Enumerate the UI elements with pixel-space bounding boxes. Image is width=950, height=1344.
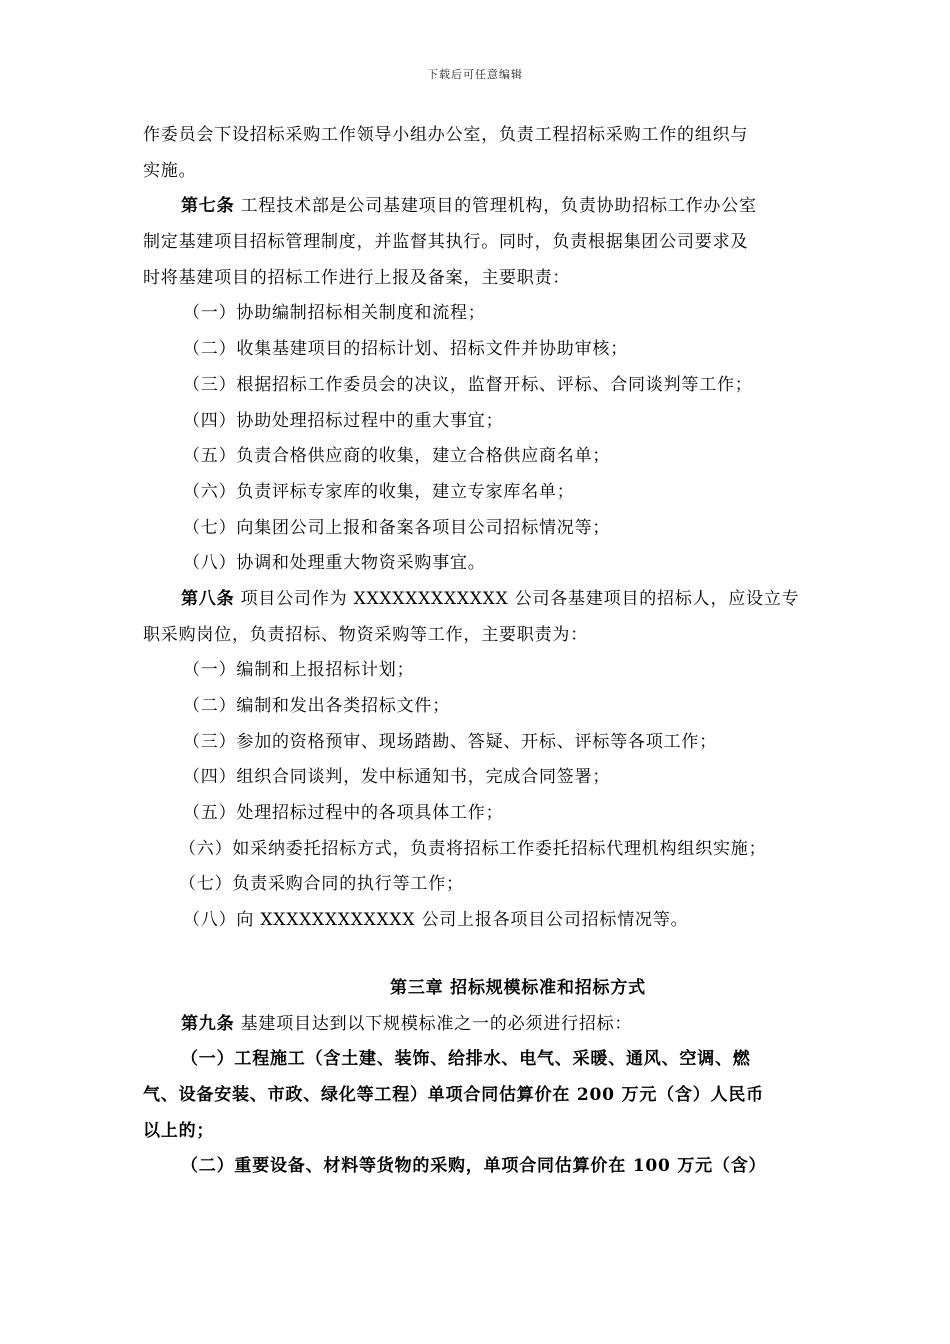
- article-8-item: （六）如采纳委托招标方式，负责将招标工作委托招标代理机构组织实施；: [179, 838, 767, 859]
- article-9-bold-item: （一）工程施工（含土建、装饰、给排水、电气、采暖、通风、空调、燃: [181, 1049, 751, 1070]
- article-7-item: （五）负责合格供应商的收集，建立合格供应商名单；: [183, 446, 611, 467]
- article-7-label: 第七条: [181, 196, 235, 217]
- article-9-bold-item: 气、设备安装、市政、绿化等工程）单项合同估算价在 200 万元（含）人民币: [143, 1084, 764, 1105]
- article-8-item: （五）处理招标过程中的各项具体工作；: [183, 803, 504, 824]
- article-8-item: （二）编制和发出各类招标文件；: [183, 696, 450, 716]
- article-7-text: 工程技术部是公司基建项目的管理机构，负责协助招标工作办公室: [240, 196, 757, 217]
- article-7-item: （七）向集团公司上报和备案各项目公司招标情况等；: [183, 517, 611, 538]
- page-header: 下载后可任意编辑: [427, 68, 523, 81]
- article-7-item: （一）协助编制招标相关制度和流程；: [183, 303, 486, 324]
- article-8-label: 第八条: [181, 588, 235, 609]
- paragraph-line: 作委员会下设招标采购工作领导小组办公室，负责工程招标采购工作的组织与: [143, 125, 749, 145]
- article-7-item: （三）根据招标工作委员会的决议，监督开标、评标、合同谈判等工作；: [183, 374, 753, 395]
- paragraph-line: 实施。: [143, 160, 197, 181]
- article-8-item: （七）负责采购合同的执行等工作；: [179, 874, 464, 895]
- article-9-line: [143, 1007, 803, 1043]
- article-9-bold-item: （二）重要设备、材料等货物的采购，单项合同估算价在 100 万元（含）: [181, 1156, 767, 1177]
- document-body: [143, 118, 803, 1185]
- article-8-line: [143, 582, 803, 618]
- article-7-line: 时将基建项目的招标工作进行上报及备案，主要职责：: [143, 267, 571, 288]
- article-8-item: （一）编制和上报招标计划；: [183, 660, 415, 681]
- article-7-item: （八）协调和处理重大物资采购事宜。: [183, 553, 486, 574]
- article-8-line: 职采购岗位，负责招标、物资采购等工作，主要职责为：: [143, 624, 588, 645]
- article-8-item: （三）参加的资格预审、现场踏勘、答疑、开标、评标等各项工作；: [183, 731, 717, 752]
- article-9-text: 基建项目达到以下规模标准之一的必须进行招标：: [240, 1013, 633, 1034]
- article-7-line: [143, 189, 803, 225]
- article-9-label: 第九条: [181, 1013, 235, 1034]
- article-9-bold-item: 以上的；: [143, 1120, 215, 1141]
- article-8-text: 项目公司作为 XXXXXXXXXXXX 公司各基建项目的招标人，应设立专: [240, 588, 800, 609]
- article-7-line: 制定基建项目招标管理制度，并监督其执行。同时，负责根据集团公司要求及: [143, 232, 749, 253]
- article-7-item: （四）协助处理招标过程中的重大事宜；: [183, 410, 504, 431]
- article-8-item: （四）组织合同谈判，发中标通知书，完成合同签署；: [183, 767, 611, 788]
- article-7-item: （六）负责评标专家库的收集，建立专家库名单；: [183, 481, 575, 502]
- chapter-heading: 第三章 招标规模标准和招标方式: [390, 977, 646, 998]
- article-8-item: （八）向 XXXXXXXXXXXX 公司上报各项目公司招标情况等。: [183, 910, 689, 931]
- article-7-item: （二）收集基建项目的招标计划、招标文件并协助审核；: [183, 339, 628, 360]
